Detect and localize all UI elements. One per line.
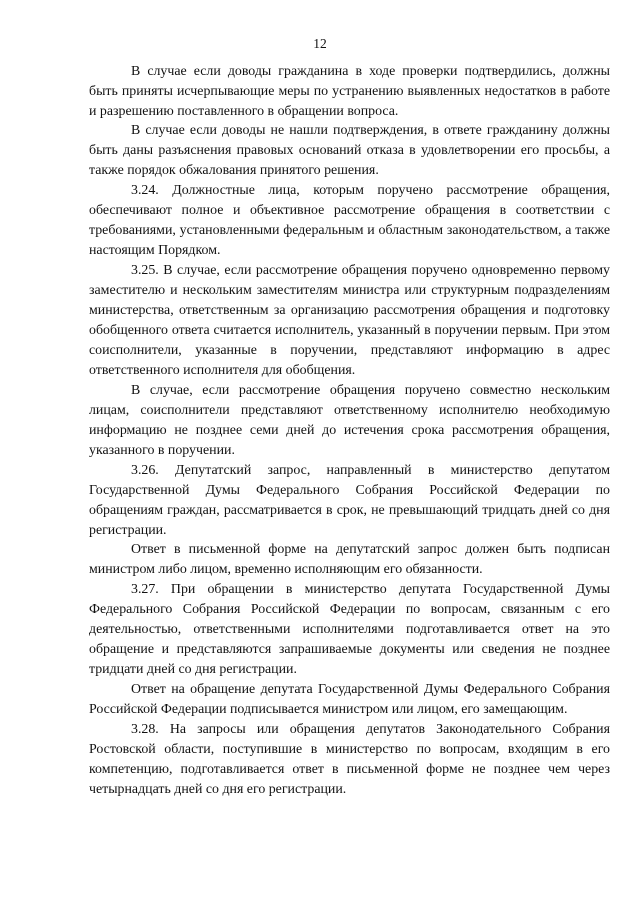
paragraph: 3.24. Должностные лица, которым поручено рассмотрение обращения, обеспечивают полное и объективное рассмотрение обращения в соответствии с требованиями, установленными федеральным и областным законодательством, а также настоящим Порядком. [89,183,610,259]
paragraph: 3.26. Депутатский запрос, направленный в министерство депутатом Государственной Думы Федерального Собрания Российской Федерации по обращениям граждан, рассматривается в срок, не превышающий тридцать дней со дня регистрации. [89,462,610,538]
paragraph: В случае если доводы не нашли подтверждения, в ответе гражданину должны быть даны разъяснения правовых оснований отказа в удовлетворении его просьбы, а также порядок обжалования принятого решения. [89,123,610,179]
paragraph: В случае если доводы гражданина в ходе проверки подтвердились, должны быть приняты исчерпывающие меры по устранению выявленных недостатков в работе и разрешению поставленного в обращении вопроса. [89,63,610,119]
paragraph: 3.25. В случае, если рассмотрение обращения поручено одновременно первому заместителю и нескольким заместителям министра или структурным подразделениям министерства, ответственным за организацию рассмотрения обращения и подготовку обобщенного ответа считается исполнитель, указанный в поручении первым. При этом соисполнители, указанные в поручении, представляют информацию в адрес ответственного исполнителя для обобщения. [89,263,610,378]
paragraph: 3.28. На запросы или обращения депутатов Законодательного Собрания Ростовской области, поступившие в министерство по вопросам, входящим в его компетенцию, подготавливается ответ в письменной форме не позднее чем через четырнадцать дней со дня его регистрации. [89,722,610,797]
page-number: 12 [313,36,327,51]
paragraph: В случае, если рассмотрение обращения поручено совместно нескольким лицам, соисполнители представляют ответственному исполнителю необходимую информацию не позднее семи дней до истечения срока рассмотрения обращения, указанного в поручении. [89,382,610,458]
paragraph: Ответ в письменной форме на депутатский запрос должен быть подписан министром либо лицом, временно исполняющим его обязанности. [89,542,610,578]
paragraph: Ответ на обращение депутата Государственной Думы Федерального Собрания Российской Федерации подписывается министром или лицом, его замещающим. [89,682,610,718]
document-body [89,62,610,800]
paragraph: 3.27. При обращении в министерство депутата Государственной Думы Федерального Собрания Российской Федерации по вопросам, связанным с его деятельностью, ответственными исполнителями подготавливается ответ на это обращение и представляются запрашиваемые документы или сведения не позднее тридцати дней со дня регистрации. [89,582,610,678]
